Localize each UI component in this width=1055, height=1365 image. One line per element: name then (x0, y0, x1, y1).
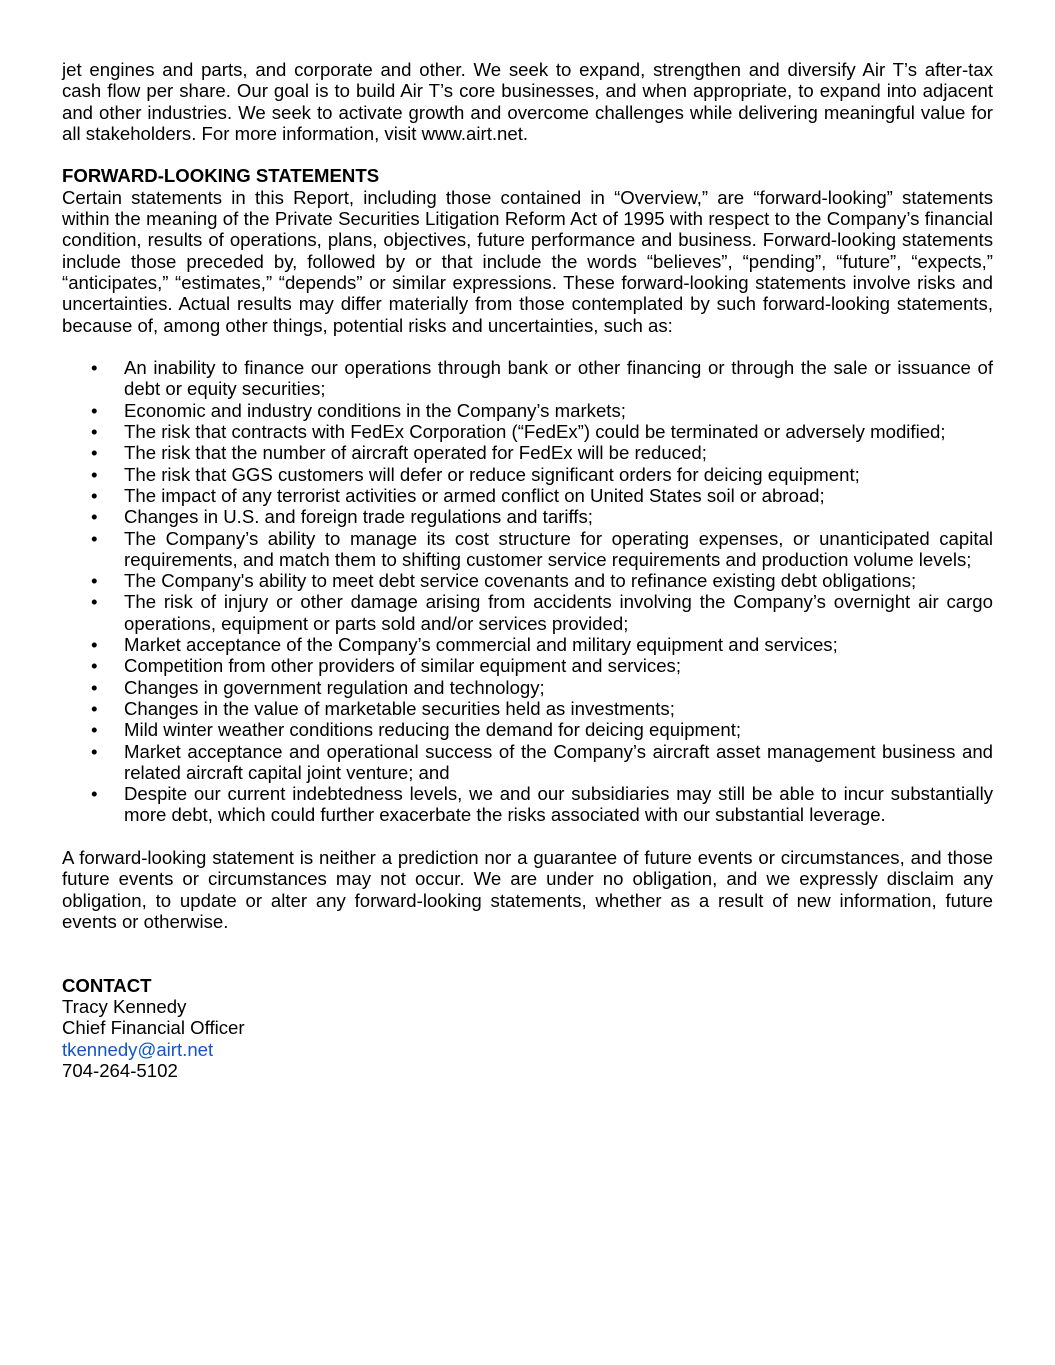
contact-email-link[interactable]: tkennedy@airt.net (62, 1038, 214, 1060)
list-item (62, 506, 993, 527)
contact-block (62, 975, 993, 1081)
closing-paragraph: A forward-looking statement is neither a prediction nor a guarantee of future events or circumstances, and those future events or circumstances may not occur. We are under no obligation, and we expressly disclaim any obligation, to update or alter any forward-looking statements, whether as a result of new information, future events or otherwise. (62, 846, 993, 932)
list-item (62, 634, 993, 655)
list-item (62, 485, 993, 506)
list-item-text: Mild winter weather conditions reducing the demand for deicing equipment; (124, 719, 742, 741)
list-item (62, 442, 993, 463)
bullet-icon: • (91, 676, 98, 698)
forward-looking-heading: FORWARD-LOOKING STATEMENTS (62, 165, 380, 187)
list-item (62, 528, 993, 571)
intro-paragraph: jet engines and parts, and corporate and other. We seek to expand, strengthen and diversify Air T’s after-tax cash flow per share. Our goal is to build Air T’s core businesses, and when appropriate, to expand into adjacent and other industries. We seek to activate growth and overcome challenges while delivering meaningful value for all stakeholders. For more information, visit www.airt.net. (62, 59, 993, 144)
bullet-icon: • (91, 634, 98, 656)
list-item-text: Changes in government regulation and technology; (124, 676, 545, 698)
list-item (62, 655, 993, 676)
spacer (62, 932, 993, 975)
bullet-icon: • (91, 697, 98, 719)
list-item-text: Changes in U.S. and foreign trade regulations and tariffs; (124, 506, 593, 528)
list-item-text: Economic and industry conditions in the Company’s markets; (124, 399, 626, 421)
list-item-text: Despite our current indebtedness levels, we and our subsidiaries may still be able to incur substantially more debt, which could further exacerbate the risks associated with our substantial leverage. (124, 783, 993, 826)
list-item-text: The Company's ability to meet debt service covenants and to refinance existing debt obligations; (124, 570, 917, 592)
bullet-icon: • (91, 421, 98, 443)
forward-looking-body: Certain statements in this Report, including those contained in “Overview,” are “forward-looking” statements within the meaning of the Private Securities Litigation Reform Act of 1995 with respect to the Company’s financial condition, results of operations, plans, objectives, future performance and business. Forward-looking statements include those preceded by, followed by or that include the words “believes”, “pending”, “future”, “expects,” “anticipates,” “estimates,” “depends” or similar expressions. These forward-looking statements involve risks and uncertainties. Actual results may differ materially from those contemplated by such forward-looking statements, because of, among other things, potential risks and uncertainties, such as: (62, 186, 993, 336)
list-item-text: Market acceptance of the Company’s commercial and military equipment and services; (124, 634, 838, 656)
bullet-icon: • (91, 655, 98, 677)
list-item (62, 783, 993, 826)
list-item-text: The risk that GGS customers will defer or reduce significant orders for deicing equipment; (124, 463, 860, 485)
bullet-icon: • (91, 463, 98, 485)
bullet-icon: • (91, 527, 98, 549)
spacer (62, 826, 993, 847)
bullet-icon: • (91, 591, 98, 613)
list-item (62, 421, 993, 442)
list-item-text: Changes in the value of marketable securities held as investments; (124, 697, 675, 719)
contact-title: Chief Financial Officer (62, 1017, 245, 1039)
bullet-icon: • (91, 740, 98, 762)
list-item-text: The risk of injury or other damage arising from accidents involving the Company’s overnight air cargo operations, equipment or parts sold and/or services provided; (124, 591, 993, 634)
bullet-icon: • (91, 783, 98, 805)
bullet-icon: • (91, 399, 98, 421)
spacer (62, 336, 993, 357)
list-item-text: The impact of any terrorist activities or armed conflict on United States soil or abroad; (124, 484, 825, 506)
bullet-icon: • (91, 570, 98, 592)
spacer (62, 144, 993, 165)
bullet-icon: • (91, 506, 98, 528)
list-item (62, 464, 993, 485)
bullet-icon: • (91, 442, 98, 464)
contact-heading: CONTACT (62, 974, 152, 996)
list-item-text: Competition from other providers of similar equipment and services; (124, 655, 682, 677)
risk-list (62, 357, 993, 826)
list-item (62, 400, 993, 421)
list-item (62, 741, 993, 784)
list-item-text: The Company’s ability to manage its cost structure for operating expenses, or unanticipated capital requirements, and match them to shifting customer service requirements and production volume levels; (124, 527, 993, 570)
list-item (62, 570, 993, 591)
contact-name: Tracy Kennedy (62, 996, 187, 1018)
document-page (62, 59, 993, 1081)
list-item (62, 591, 993, 634)
list-item (62, 698, 993, 719)
list-item-text: The risk that the number of aircraft operated for FedEx will be reduced; (124, 442, 707, 464)
bullet-icon: • (91, 719, 98, 741)
list-item-text: The risk that contracts with FedEx Corporation (“FedEx”) could be terminated or adversely modified; (124, 421, 946, 443)
bullet-icon: • (91, 357, 98, 379)
bullet-icon: • (91, 484, 98, 506)
list-item-text: An inability to finance our operations through bank or other financing or through the sale or issuance of debt or equity securities; (124, 357, 993, 400)
list-item (62, 719, 993, 740)
list-item (62, 357, 993, 400)
list-item-text: Market acceptance and operational success of the Company’s aircraft asset management business and related aircraft capital joint venture; and (124, 740, 993, 783)
list-item (62, 677, 993, 698)
contact-phone: 704-264-5102 (62, 1059, 178, 1081)
